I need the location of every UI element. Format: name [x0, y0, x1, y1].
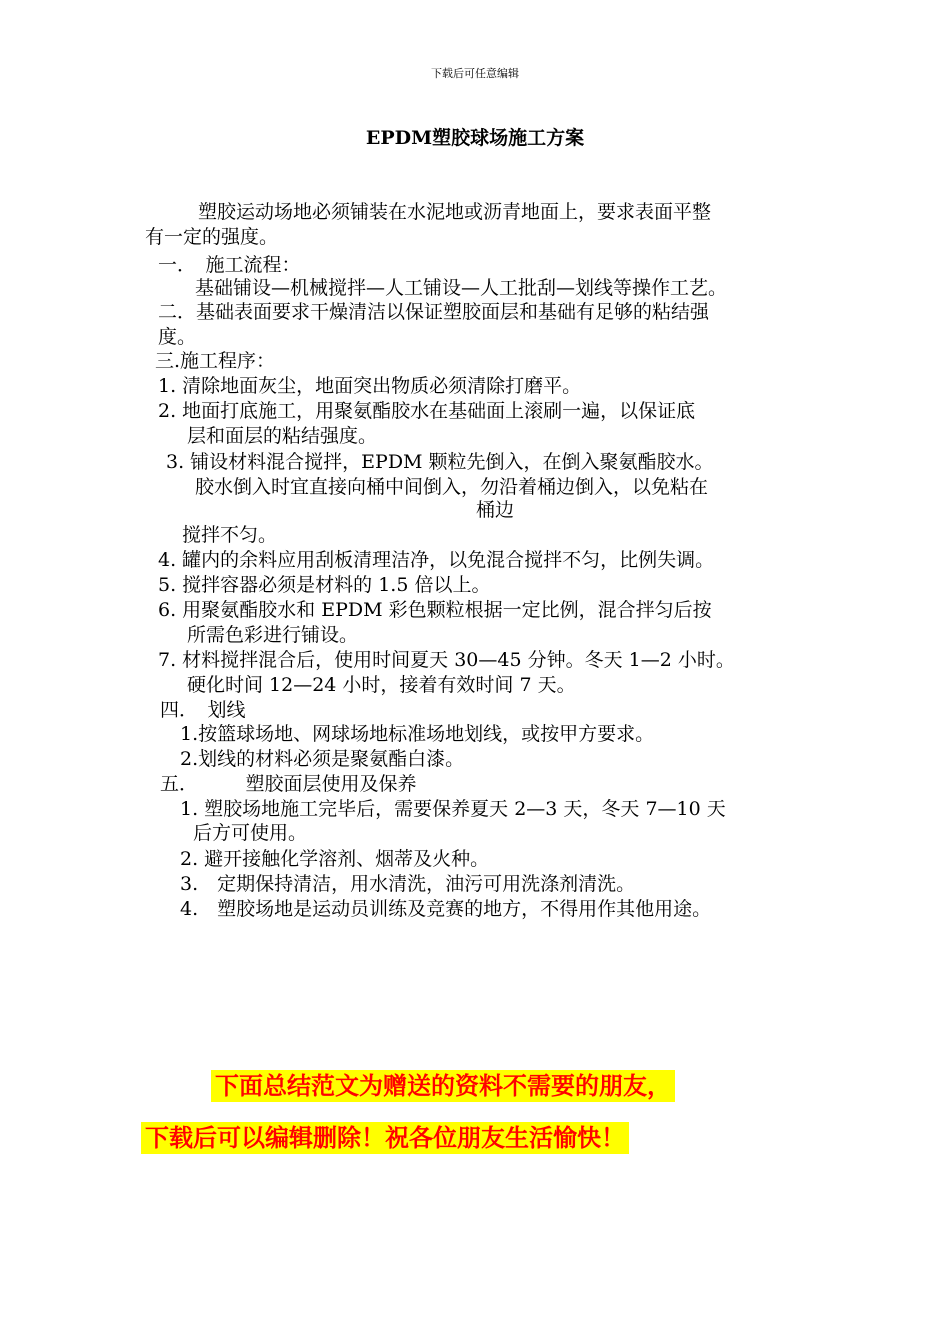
list-item-continuation: 胶水倒入时宜直接向桶中间倒入，勿沿着桶边倒入，以免粘在 — [195, 476, 709, 498]
list-item: 2. 避开接触化学溶剂、烟蒂及火种。 — [180, 848, 490, 870]
list-item-continuation: 硬化时间 12—24 小时，接着有效时间 7 天。 — [187, 674, 576, 696]
section-heading: 四． 划线 — [160, 699, 246, 721]
section-heading: 三.施工程序： — [155, 350, 276, 372]
list-item: 1. 清除地面灰尘，地面突出物质必须清除打磨平。 — [158, 375, 582, 397]
list-item: 1.按篮球场地、网球场地标准场地划线，或按甲方要求。 — [180, 723, 655, 745]
list-item: 6. 用聚氨酯胶水和 EPDM 彩色颗粒根据一定比例，混合拌匀后按 — [158, 599, 712, 621]
list-item-continuation: 层和面层的粘结强度。 — [187, 425, 378, 447]
list-item: 5. 搅拌容器必须是材料的 1.5 倍以上。 — [158, 574, 491, 596]
highlight-note-line: 下面总结范文为赠送的资料不需要的朋友， — [211, 1070, 675, 1102]
section-heading: 二．基础表面要求干燥清洁以保证塑胶面层和基础有足够的粘结强 — [158, 301, 710, 323]
list-item: 3. 铺设材料混合搅拌，EPDM 颗粒先倒入，在倒入聚氨酯胶水。 — [166, 451, 714, 473]
paragraph-line: 有一定的强度。 — [145, 226, 279, 248]
section-heading: 一． 施工流程： — [158, 254, 301, 276]
list-item: 2.划线的材料必须是聚氨酯白漆。 — [180, 748, 465, 770]
page-header: 下载后可任意编辑 — [431, 67, 519, 80]
list-item: 2. 地面打底施工，用聚氨酯胶水在基础面上滚刷一遍，以保证底 — [158, 400, 696, 422]
highlight-note-line: 下载后可以编辑删除！祝各位朋友生活愉快！ — [141, 1122, 629, 1154]
list-item: 4. 塑胶场地是运动员训练及竞赛的地方，不得用作其他用途。 — [180, 898, 712, 920]
list-item: 4. 罐内的余料应用刮板清理洁净，以免混合搅拌不匀，比例失调。 — [158, 549, 715, 571]
section-heading: 五． 塑胶面层使用及保养 — [160, 773, 417, 795]
paragraph-line: 基础铺设—机械搅拌—人工铺设—人工批刮—划线等操作工艺。 — [195, 277, 728, 299]
list-item-continuation: 所需色彩进行铺设。 — [187, 624, 359, 646]
document-title: EPDM塑胶球场施工方案 — [365, 127, 585, 149]
list-item-continuation: 后方可使用。 — [193, 822, 308, 844]
paragraph-line: 度。 — [158, 326, 197, 348]
list-item-continuation: 搅拌不匀。 — [182, 524, 278, 546]
paragraph-line: 塑胶运动场地必须铺装在水泥地或沥青地面上，要求表面平整 — [198, 201, 712, 223]
list-item: 3. 定期保持清洁，用水清洗，油污可用洗涤剂清洗。 — [180, 873, 636, 895]
list-item-continuation: 桶边 — [476, 499, 515, 521]
list-item: 7. 材料搅拌混合后，使用时间夏天 30—45 分钟。冬天 1—2 小时。 — [158, 649, 735, 671]
list-item: 1. 塑胶场地施工完毕后，需要保养夏天 2—3 天，冬天 7—10 天 — [180, 798, 726, 820]
